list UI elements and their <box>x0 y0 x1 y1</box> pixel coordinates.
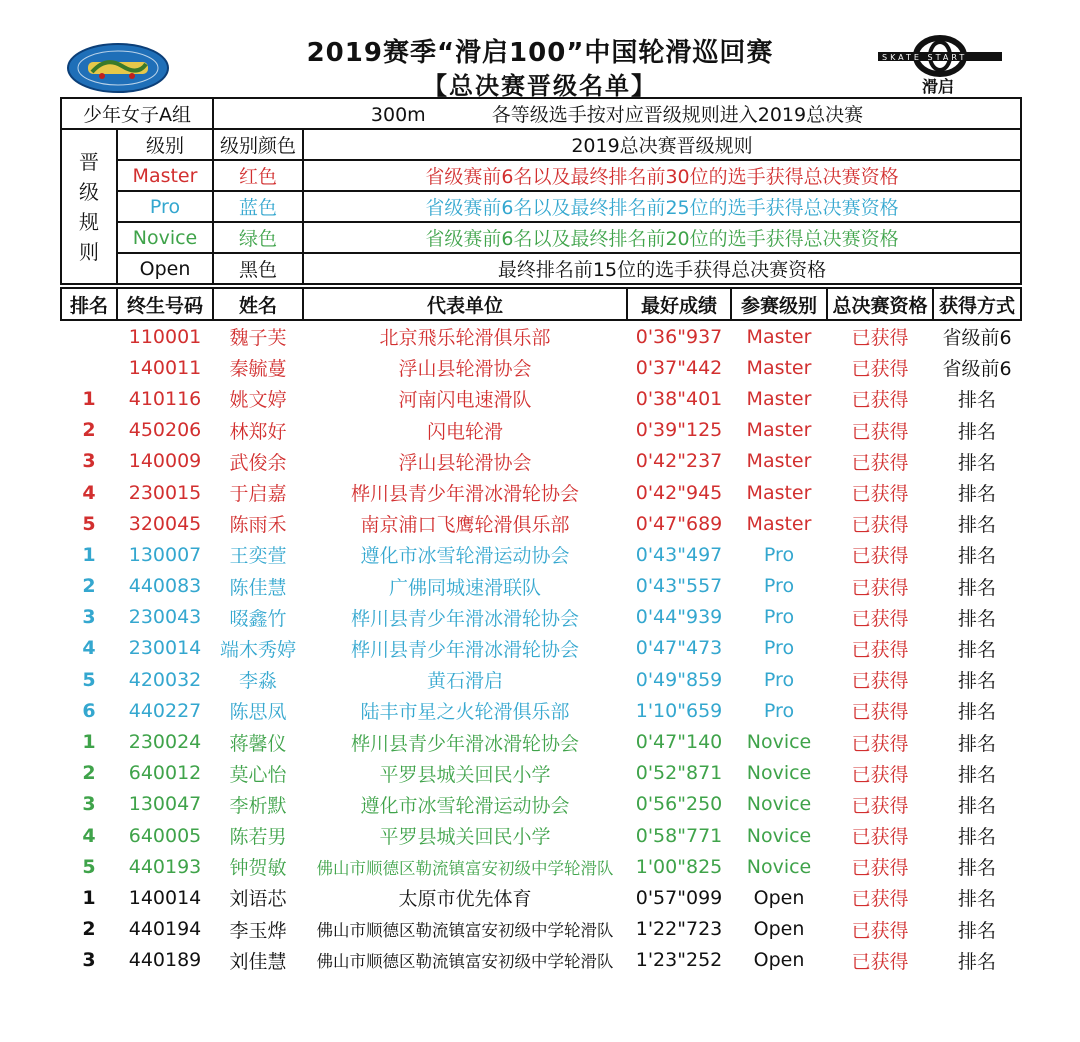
result-unit: 遵化市冰雪轮滑运动协会 <box>360 794 570 817</box>
result-name: 王奕萱 <box>229 545 287 568</box>
result-time: 0'36"937 <box>635 325 723 348</box>
result-unit: 佛山市顺德区勒流镇富安初级中学轮滑队 <box>316 858 614 878</box>
result-level: Pro <box>763 668 795 691</box>
rules-header-color: 级别颜色 <box>213 129 303 160</box>
result-unit: 南京浦口飞鹰轮滑俱乐部 <box>360 514 570 537</box>
result-time: 0'42"237 <box>635 450 723 473</box>
result-row <box>61 945 1021 976</box>
result-qualification: 已获得 <box>851 514 909 537</box>
result-unit: 北京飛乐轮滑俱乐部 <box>379 327 551 350</box>
rule-color-name: 红色 <box>213 160 303 191</box>
header-method: 获得方式 <box>933 288 1021 320</box>
rule-level: Master <box>117 160 213 191</box>
result-row <box>61 695 1021 726</box>
result-name: 端木秀婷 <box>219 638 296 661</box>
result-level: Master <box>746 419 812 442</box>
result-name: 刘语芯 <box>229 888 287 911</box>
result-row <box>61 914 1021 945</box>
result-qualification: 已获得 <box>851 451 909 474</box>
result-rank: 2 <box>82 762 96 785</box>
result-id: 450206 <box>128 419 202 442</box>
result-level: Master <box>746 450 812 473</box>
result-id: 320045 <box>128 512 202 535</box>
rule-level: Pro <box>117 191 213 222</box>
result-method: 排名 <box>957 732 996 755</box>
result-id: 420032 <box>128 668 202 691</box>
rule-row-open <box>61 253 1021 284</box>
result-time: 0'58"771 <box>635 824 723 847</box>
result-unit: 黄石滑启 <box>426 670 503 693</box>
result-level: Pro <box>763 575 795 598</box>
result-row <box>61 352 1021 383</box>
result-qualification: 已获得 <box>851 919 909 942</box>
result-method: 排名 <box>957 763 996 786</box>
result-level: Novice <box>746 824 812 847</box>
group-row <box>61 98 1021 129</box>
result-unit: 闪电轮滑 <box>426 420 503 443</box>
result-name: 秦毓蔓 <box>229 358 287 381</box>
result-level: Pro <box>763 543 795 566</box>
result-rank: 1 <box>82 543 96 566</box>
result-method: 省级前6 <box>942 327 1012 350</box>
result-row <box>61 446 1021 477</box>
result-method: 排名 <box>957 576 996 599</box>
result-unit: 桦川县青少年滑冰滑轮协会 <box>350 607 579 630</box>
result-id: 230015 <box>128 481 202 504</box>
results-body <box>61 320 1021 976</box>
result-rank: 6 <box>82 699 96 722</box>
result-row <box>61 320 1021 352</box>
result-time: 0'47"473 <box>635 637 723 660</box>
result-time: 0'57"099 <box>635 886 723 909</box>
result-unit: 河南闪电速滑队 <box>398 389 532 412</box>
result-method: 排名 <box>957 420 996 443</box>
result-time: 0'39"125 <box>635 419 723 442</box>
result-rank: 2 <box>82 918 96 941</box>
result-id: 410116 <box>128 387 202 410</box>
result-name: 李淼 <box>238 670 277 693</box>
result-unit: 桦川县青少年滑冰滑轮协会 <box>350 732 579 755</box>
result-id: 640005 <box>128 824 202 847</box>
logo-cn-text: 滑启 <box>922 77 955 96</box>
result-rank <box>61 320 117 352</box>
result-level: Master <box>746 325 812 348</box>
result-method: 排名 <box>957 607 996 630</box>
result-qualification: 已获得 <box>851 607 909 630</box>
result-time: 0'47"140 <box>635 731 723 754</box>
side-char: 级 <box>79 179 99 204</box>
result-rank: 1 <box>82 387 96 410</box>
result-time: 1'23"252 <box>635 949 723 972</box>
result-rank: 1 <box>82 886 96 909</box>
group-name: 少年女子A组 <box>61 98 213 129</box>
page-title: 2019赛季“滑启100”中国轮滑巡回赛 <box>306 38 774 68</box>
result-unit: 桦川县青少年滑冰滑轮协会 <box>350 638 579 661</box>
result-id: 440227 <box>128 699 202 722</box>
result-name: 陈思凤 <box>229 701 287 724</box>
result-time: 0'49"859 <box>635 668 723 691</box>
result-qualification: 已获得 <box>851 888 909 911</box>
result-method: 排名 <box>957 701 996 724</box>
result-rank: 5 <box>82 512 96 535</box>
result-level: Pro <box>763 699 795 722</box>
result-level: Novice <box>746 793 812 816</box>
header-qualification: 总决赛资格 <box>827 288 933 320</box>
result-level: Novice <box>746 731 812 754</box>
result-row <box>61 820 1021 851</box>
result-unit: 遵化市冰雪轮滑运动协会 <box>360 545 570 568</box>
result-rank: 4 <box>82 824 96 847</box>
result-method: 排名 <box>957 545 996 568</box>
result-row <box>61 758 1021 789</box>
result-level: Master <box>746 356 812 379</box>
rules-side-label <box>61 129 117 284</box>
result-qualification: 已获得 <box>851 576 909 599</box>
result-row <box>61 571 1021 602</box>
results-table <box>60 287 1022 976</box>
result-qualification: 已获得 <box>851 545 909 568</box>
rule-row-master <box>61 160 1021 191</box>
header-id: 终生号码 <box>117 288 213 320</box>
rules-header-level: 级别 <box>117 129 213 160</box>
result-id: 140014 <box>128 886 202 909</box>
result-unit: 佛山市顺德区勒流镇富安初级中学轮滑队 <box>316 921 614 941</box>
result-name: 啜鑫竹 <box>229 607 287 630</box>
result-id: 440193 <box>128 855 202 878</box>
result-name: 钟贺敏 <box>229 857 287 880</box>
result-rank <box>61 352 117 383</box>
result-time: 1'10"659 <box>635 699 723 722</box>
rule-text: 省级赛前6名以及最终排名前25位的选手获得总决赛资格 <box>303 191 1021 222</box>
result-qualification: 已获得 <box>851 763 909 786</box>
result-name: 陈雨禾 <box>229 514 287 537</box>
result-method: 排名 <box>957 950 996 973</box>
result-row <box>61 664 1021 695</box>
result-level: Novice <box>746 855 812 878</box>
result-level: Pro <box>763 606 795 629</box>
result-qualification: 已获得 <box>851 826 909 849</box>
result-qualification: 已获得 <box>851 732 909 755</box>
rule-row-pro <box>61 191 1021 222</box>
result-time: 0'52"871 <box>635 762 723 785</box>
rule-level: Novice <box>117 222 213 253</box>
result-name: 蒋馨仪 <box>229 732 287 755</box>
result-time: 0'47"689 <box>635 512 723 535</box>
result-row <box>61 383 1021 414</box>
result-qualification: 已获得 <box>851 420 909 443</box>
result-method: 排名 <box>957 888 996 911</box>
result-id: 130007 <box>128 543 202 566</box>
result-method: 排名 <box>957 389 996 412</box>
result-id: 640012 <box>128 762 202 785</box>
result-qualification: 已获得 <box>851 670 909 693</box>
result-unit: 广佛同城速滑联队 <box>388 576 541 599</box>
result-time: 0'37"442 <box>635 356 723 379</box>
result-qualification: 已获得 <box>851 483 909 506</box>
rules-header-rule: 2019总决赛晋级规则 <box>303 129 1021 160</box>
rule-color-name: 绿色 <box>213 222 303 253</box>
result-name: 李析默 <box>229 794 287 817</box>
result-level: Open <box>753 949 805 972</box>
result-rank: 2 <box>82 419 96 442</box>
result-method: 排名 <box>957 826 996 849</box>
result-level: Open <box>753 886 805 909</box>
rule-text: 省级赛前6名以及最终排名前30位的选手获得总决赛资格 <box>303 160 1021 191</box>
group-note: 各等级选手按对应晋级规则进入2019总决赛 <box>491 104 864 126</box>
result-method: 排名 <box>957 638 996 661</box>
result-method: 省级前6 <box>942 358 1012 381</box>
result-level: Open <box>753 918 805 941</box>
result-row <box>61 882 1021 913</box>
rule-row-novice <box>61 222 1021 253</box>
header-unit: 代表单位 <box>303 288 627 320</box>
result-id: 230014 <box>128 637 202 660</box>
result-method: 排名 <box>957 670 996 693</box>
result-name: 于启嘉 <box>229 483 287 506</box>
result-method: 排名 <box>957 794 996 817</box>
rules-header-row <box>61 129 1021 160</box>
side-char: 则 <box>79 239 99 264</box>
result-level: Master <box>746 512 812 535</box>
rule-color-name: 蓝色 <box>213 191 303 222</box>
header-level: 参赛级别 <box>731 288 827 320</box>
result-time: 0'42"945 <box>635 481 723 504</box>
header-name: 姓名 <box>213 288 303 320</box>
result-name: 林郑好 <box>229 420 287 443</box>
rule-text: 最终排名前15位的选手获得总决赛资格 <box>303 253 1021 284</box>
result-rank: 4 <box>82 481 96 504</box>
result-unit: 陆丰市星之火轮滑俱乐部 <box>360 701 570 724</box>
result-qualification: 已获得 <box>851 857 909 880</box>
result-unit: 佛山市顺德区勒流镇富安初级中学轮滑队 <box>316 952 614 972</box>
result-qualification: 已获得 <box>851 950 909 973</box>
page-subtitle: 【总决赛晋级名单】 <box>423 72 657 100</box>
result-unit: 平罗县城关回民小学 <box>379 763 551 786</box>
result-name: 陈若男 <box>229 826 287 849</box>
rule-text: 省级赛前6名以及最终排名前20位的选手获得总决赛资格 <box>303 222 1021 253</box>
result-rank: 5 <box>82 855 96 878</box>
result-unit: 平罗县城关回民小学 <box>379 826 551 849</box>
result-id: 110001 <box>128 325 202 348</box>
result-level: Novice <box>746 762 812 785</box>
result-time: 0'56"250 <box>635 793 723 816</box>
result-row <box>61 851 1021 882</box>
result-name: 莫心怡 <box>229 763 287 786</box>
result-unit: 太原市优先体育 <box>398 888 532 911</box>
result-method: 排名 <box>957 919 996 942</box>
result-time: 1'22"723 <box>635 918 723 941</box>
result-rank: 1 <box>82 731 96 754</box>
result-name: 李玉烨 <box>229 919 287 942</box>
result-unit: 浮山县轮滑协会 <box>398 451 532 474</box>
result-row <box>61 602 1021 633</box>
result-id: 140011 <box>128 356 202 379</box>
result-id: 440189 <box>128 949 202 972</box>
result-name: 魏子芙 <box>229 327 287 350</box>
result-id: 440083 <box>128 575 202 598</box>
result-method: 排名 <box>957 857 996 880</box>
result-id: 140009 <box>128 450 202 473</box>
result-time: 0'44"939 <box>635 606 723 629</box>
result-rank: 3 <box>82 450 96 473</box>
rule-level: Open <box>117 253 213 284</box>
result-rank: 5 <box>82 668 96 691</box>
rule-color-name: 黑色 <box>213 253 303 284</box>
result-name: 刘佳慧 <box>229 950 287 973</box>
result-method: 排名 <box>957 514 996 537</box>
result-qualification: 已获得 <box>851 701 909 724</box>
result-row <box>61 477 1021 508</box>
results-header-row <box>61 288 1021 320</box>
result-qualification: 已获得 <box>851 638 909 661</box>
result-unit: 桦川县青少年滑冰滑轮协会 <box>350 483 579 506</box>
result-method: 排名 <box>957 483 996 506</box>
logo-text: SKATE START <box>882 53 968 62</box>
group-distance: 300m <box>370 104 426 126</box>
result-id: 440194 <box>128 918 202 941</box>
result-time: 0'43"497 <box>635 543 723 566</box>
result-qualification: 已获得 <box>851 389 909 412</box>
rules-table <box>60 97 1022 285</box>
result-method: 排名 <box>957 451 996 474</box>
result-rank: 4 <box>82 637 96 660</box>
result-rank: 2 <box>82 575 96 598</box>
result-time: 1'00"825 <box>635 855 723 878</box>
result-row <box>61 633 1021 664</box>
result-row <box>61 508 1021 539</box>
result-row <box>61 789 1021 820</box>
side-char: 规 <box>79 209 99 234</box>
header-time: 最好成绩 <box>627 288 731 320</box>
result-level: Pro <box>763 637 795 660</box>
result-name: 陈佳慧 <box>229 576 287 599</box>
result-time: 0'38"401 <box>635 387 723 410</box>
result-row <box>61 726 1021 757</box>
result-row <box>61 415 1021 446</box>
result-id: 230024 <box>128 731 202 754</box>
result-qualification: 已获得 <box>851 358 909 381</box>
result-qualification: 已获得 <box>851 794 909 817</box>
result-unit: 浮山县轮滑协会 <box>398 358 532 381</box>
result-qualification: 已获得 <box>851 327 909 350</box>
result-row <box>61 539 1021 570</box>
result-rank: 3 <box>82 793 96 816</box>
result-level: Master <box>746 387 812 410</box>
result-id: 130047 <box>128 793 202 816</box>
group-info <box>213 98 1021 129</box>
result-id: 230043 <box>128 606 202 629</box>
result-rank: 3 <box>82 949 96 972</box>
header-rank: 排名 <box>61 288 117 320</box>
result-name: 姚文婷 <box>229 389 287 412</box>
result-time: 0'43"557 <box>635 575 723 598</box>
result-name: 武俊余 <box>229 451 287 474</box>
result-level: Master <box>746 481 812 504</box>
side-char: 晋 <box>79 149 99 174</box>
result-rank: 3 <box>82 606 96 629</box>
